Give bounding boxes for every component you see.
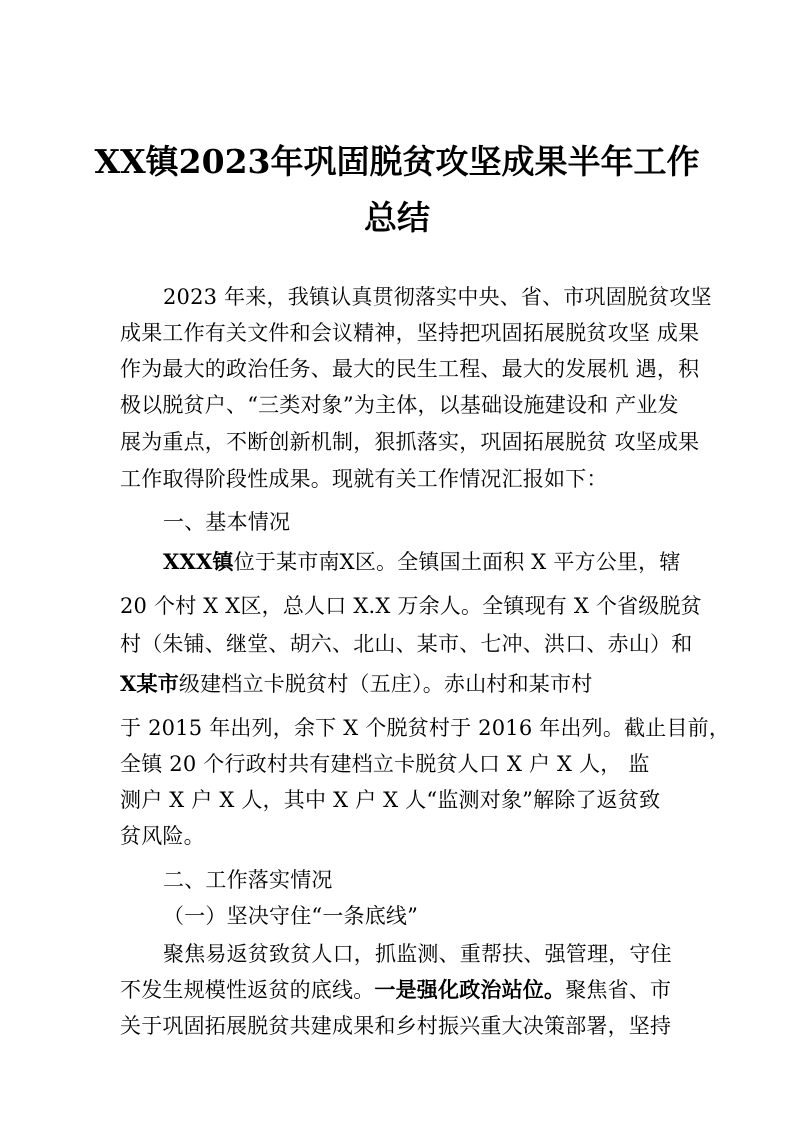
paragraph-2-line-7: 测户 X 户 X 人，其中 X 户 X 人“监测对象”解除了返贫致 — [120, 788, 661, 812]
section-heading-implementation: 二、工作落实情况 — [163, 868, 333, 892]
paragraph-2-line-6: 全镇 20 个行政村共有建档立卡脱贫人口 X 户 X 人， 监 — [120, 752, 650, 776]
paragraph-1-line-4: 极以脱贫户、“三类对象”为主体，以基础设施建设和 产业发 — [120, 393, 679, 417]
document-title-line-1: XX镇2023年巩固脱贫攻坚成果半年工作 — [94, 142, 700, 181]
paragraph-3-bold-point: 一是强化政治站位。 — [374, 977, 566, 1002]
paragraph-2-line-4 — [120, 668, 592, 698]
paragraph-3-line-2-start: 不发生规模性返贫的底线。 — [120, 978, 375, 1002]
document-title-line-2: 总结 — [364, 198, 430, 237]
paragraph-2-line-1-text: 位于某市南X区。全镇国土面积 X 平方公里，辖 — [233, 550, 681, 574]
paragraph-2-line-3: 村（朱铺、继堂、胡六、北山、某市、七冲、洪口、赤山）和 — [120, 632, 693, 656]
paragraph-3-line-2 — [120, 974, 671, 1004]
paragraph-2-bold-town: XXX镇 — [163, 549, 234, 574]
paragraph-2-line-4-text: 级建档立卡脱贫村（五庄）。赤山村和某市村 — [178, 672, 593, 696]
paragraph-2-bold-city: X某市 — [120, 671, 179, 696]
paragraph-2-line-1 — [163, 546, 681, 576]
section-heading-basic: 一、基本情况 — [163, 510, 291, 534]
paragraph-3-line-1: 聚焦易返贫致贫人口，抓监测、重帮扶、强管理，守住 — [163, 942, 672, 966]
paragraph-3-line-2-end: 聚焦省、市 — [565, 978, 672, 1002]
paragraph-2-line-5: 于 2015 年出列，余下 X 个脱贫村于 2016 年出列。截止目前， — [120, 716, 731, 740]
subsection-heading-bottom-line: （一）坚决守住“一条底线” — [163, 904, 419, 928]
paragraph-1-line-2: 成果工作有关文件和会议精神，坚持把巩固拓展脱贫攻坚 成果 — [120, 321, 700, 345]
paragraph-3-line-3: 关于巩固拓展脱贫共建成果和乡村振兴重大决策部署，坚持 — [120, 1014, 672, 1038]
paragraph-2-line-2: 20 个村 X X区，总人口 X.X 万余人。全镇现有 X 个省级脱贫 — [120, 594, 702, 618]
paragraph-2-line-8: 贫风险。 — [120, 824, 205, 848]
paragraph-1-line-5: 展为重点，不断创新机制，狠抓落实，巩固拓展脱贫 攻坚成果 — [120, 430, 700, 454]
paragraph-1-line-3: 作为最大的政治任务、最大的民生工程、最大的发展机 遇，积 — [120, 357, 700, 381]
paragraph-1-line-6: 工作取得阶段性成果。现就有关工作情况汇报如下： — [120, 467, 608, 491]
paragraph-1-line-1: 2023 年来，我镇认真贯彻落实中央、省、市巩固脱贫攻坚 — [163, 285, 712, 309]
